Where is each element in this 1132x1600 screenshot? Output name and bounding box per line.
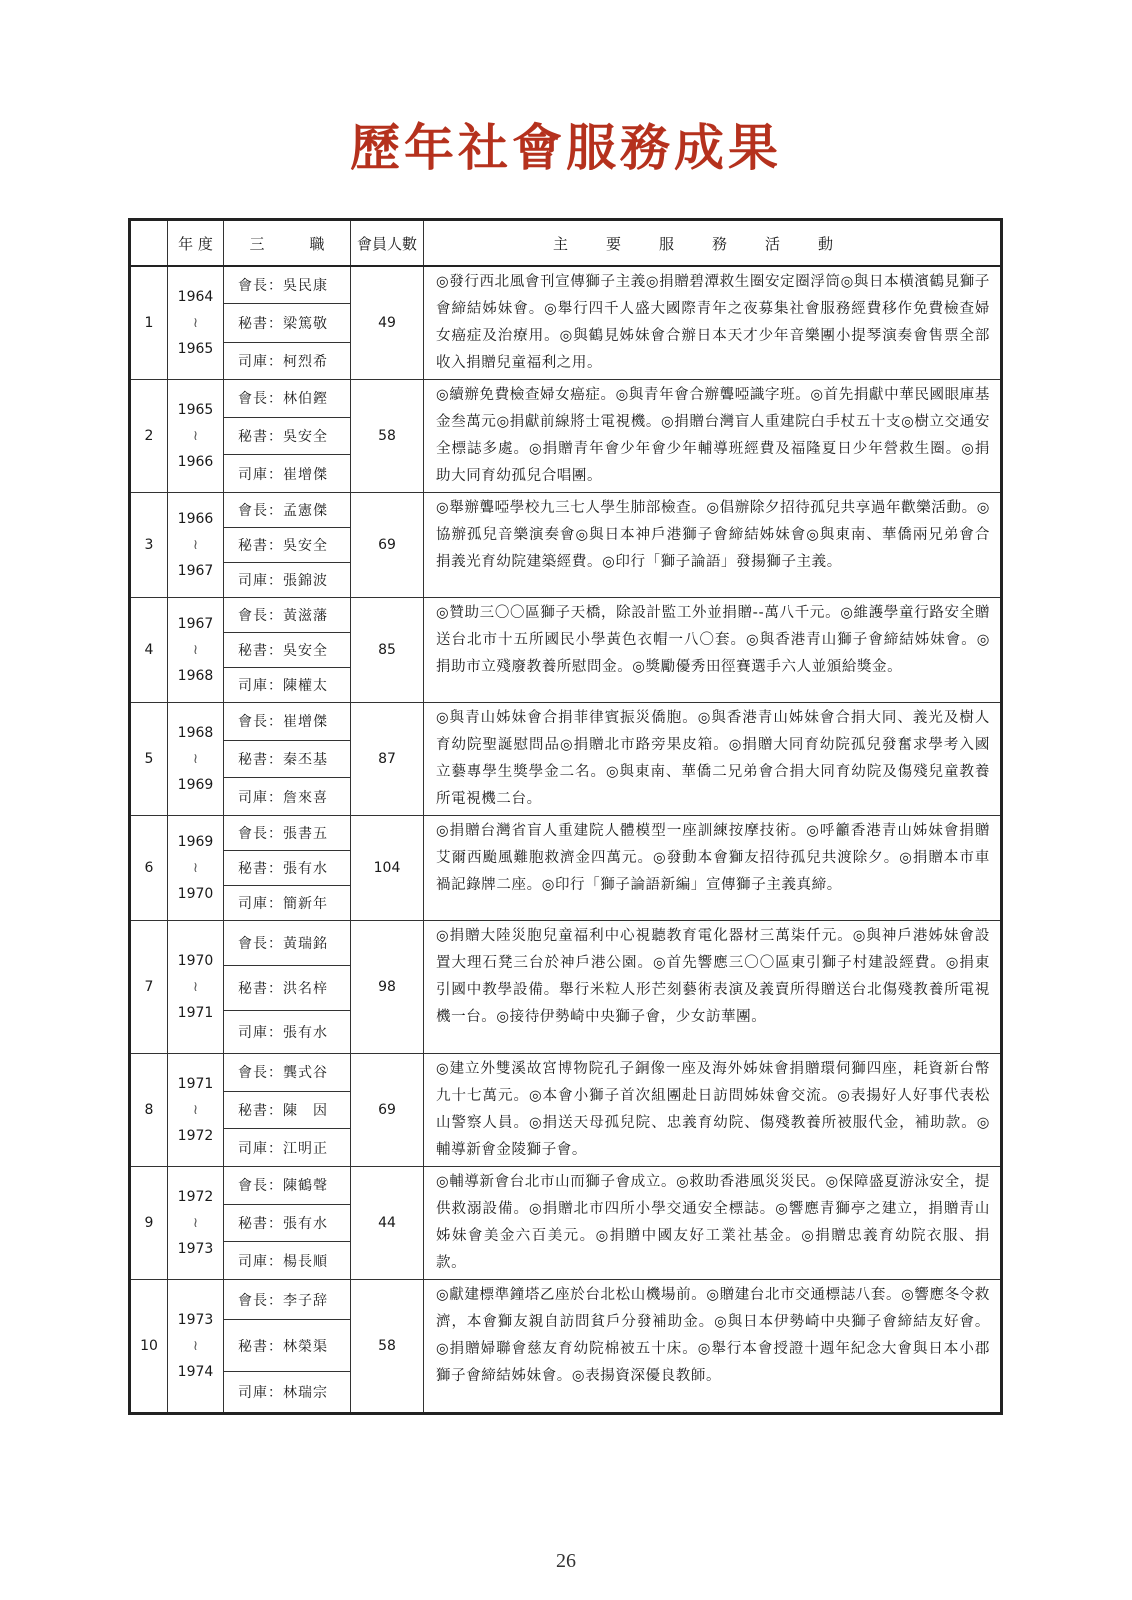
range-tilde: ≀ <box>192 1102 199 1118</box>
year-range <box>168 1280 224 1414</box>
table-row <box>130 921 1002 966</box>
range-tilde: ≀ <box>192 1215 199 1231</box>
treasurer-cell: 司庫：楊長順 <box>224 1242 351 1280</box>
header-officers: 三 職 <box>224 220 351 267</box>
secretary-cell: 秘書：秦丕基 <box>224 740 351 778</box>
year-start: 1964 <box>177 289 214 305</box>
member-count: 44 <box>351 1167 424 1280</box>
year-start: 1968 <box>177 725 214 741</box>
year-range <box>168 493 224 598</box>
president-cell: 會長：黃瑞銘 <box>224 921 351 966</box>
member-count: 69 <box>351 493 424 598</box>
year-end: 1969 <box>177 777 214 793</box>
header-services: 主要服務活動 <box>424 220 1002 267</box>
table-row <box>130 266 1002 303</box>
table-row <box>130 1280 1002 1320</box>
activities-cell: ◎舉辦聾啞學校九三七人學生肺部檢查。◎倡辦除夕招待孤兒共享過年歡樂活動。◎協辦孤兒音樂演奏會◎與日本神戶港獅子會締結姊妹會◎與東南、華僑兩兄弟會合捐義光育幼院建築經費。◎印行「獅子論語」發揚獅子主義。 <box>424 493 1002 598</box>
year-end: 1970 <box>177 886 214 902</box>
year-end: 1972 <box>177 1128 214 1144</box>
service-records-table <box>128 218 1003 1415</box>
table-row <box>130 703 1002 741</box>
president-cell: 會長：李子辞 <box>224 1280 351 1320</box>
year-end: 1974 <box>177 1364 214 1380</box>
member-count: 98 <box>351 921 424 1054</box>
table-row <box>130 1167 1002 1205</box>
range-tilde: ≀ <box>192 642 199 658</box>
secretary-cell: 秘書：林榮渠 <box>224 1320 351 1372</box>
president-cell: 會長：張書五 <box>224 816 351 851</box>
row-number: 4 <box>130 598 168 703</box>
treasurer-cell: 司庫：江明正 <box>224 1129 351 1167</box>
year-start: 1972 <box>177 1189 214 1205</box>
president-cell: 會長：黃滋藩 <box>224 598 351 633</box>
year-range <box>168 266 224 380</box>
row-number: 6 <box>130 816 168 921</box>
table-row <box>130 493 1002 528</box>
table-row <box>130 598 1002 633</box>
treasurer-cell: 司庫：柯烈希 <box>224 342 351 379</box>
president-cell: 會長：林伯鏗 <box>224 380 351 418</box>
year-start: 1970 <box>177 953 214 969</box>
member-count: 58 <box>351 380 424 493</box>
treasurer-cell: 司庫：張有水 <box>224 1011 351 1054</box>
page-number: 26 <box>556 1550 576 1572</box>
activities-cell: ◎建立外雙溪故宮博物院孔子銅像一座及海外姊妹會捐贈環伺獅四座，耗資新台幣九十七萬元。◎本會小獅子首次組團赴日訪問姊妹會交流。◎表揚好人好事代表松山警察人員。◎捐送天母孤兒院、忠義育幼院、傷殘教養所被服代金，補助款。◎輔導新會金陵獅子會。 <box>424 1054 1002 1167</box>
secretary-cell: 秘書：張有水 <box>224 851 351 886</box>
member-count: 69 <box>351 1054 424 1167</box>
activities-cell: ◎贊助三〇〇區獅子天橋，除設計監工外並捐贈--萬八千元。◎維護學童行路安全贈送台北市十五所國民小學黃色衣帽一八〇套。◎與香港青山獅子會締結姊妹會。◎捐助市立殘廢教養所慰問金。◎獎勵優秀田徑賽選手六人並頒給獎金。 <box>424 598 1002 703</box>
table-row <box>130 380 1002 418</box>
activities-cell: ◎與青山姊妹會合捐菲律賓振災僑胞。◎與香港青山姊妹會合捐大同、義光及樹人育幼院聖誕慰問品◎捐贈北市路旁果皮箱。◎捐贈大同育幼院孤兒發奮求學考入國立藝專學生獎學金二名。◎與東南、華僑二兄弟會合捐大同育幼院及傷殘兒童教養所電視機二台。 <box>424 703 1002 816</box>
activities-cell: ◎續辦免費檢查婦女癌症。◎與青年會合辦聾啞識字班。◎首先捐獻中華民國眼庫基金叁萬元◎捐獻前線將士電視機。◎捐贈台灣盲人重建院白手杖五十支◎樹立交通安全標誌多處。◎捐贈青年會少年會少年輔導班經費及福隆夏日少年營救生圈。◎捐助大同育幼孤兒合唱團。 <box>424 380 1002 493</box>
header-year: 年 度 <box>168 220 224 267</box>
activities-cell: ◎捐贈台灣省盲人重建院人體模型一座訓練按摩技術。◎呼籲香港青山姊妹會捐贈艾爾西颱風難胞救濟金四萬元。◎發動本會獅友招待孤兒共渡除夕。◎捐贈本市車禍記錄牌二座。◎印行「獅子論語新編」宣傳獅子主義真締。 <box>424 816 1002 921</box>
secretary-cell: 秘書：吳安全 <box>224 417 351 455</box>
treasurer-cell: 司庫：林瑞宗 <box>224 1372 351 1414</box>
table-row <box>130 816 1002 851</box>
year-start: 1971 <box>177 1076 214 1092</box>
range-tilde: ≀ <box>192 979 199 995</box>
range-tilde: ≀ <box>192 1338 199 1354</box>
range-tilde: ≀ <box>192 315 199 331</box>
year-range <box>168 703 224 816</box>
member-count: 49 <box>351 266 424 380</box>
year-start: 1973 <box>177 1312 214 1328</box>
activities-cell: ◎捐贈大陸災胞兒童福利中心視聽教育電化器材三萬柒仟元。◎與神戶港姊妹會設置大理石凳三台於神戶港公園。◎首先響應三〇〇區東引獅子村建設經費。◎捐東引國中教學設備。舉行米粒人形芒刻藝術表演及義賣所得贈送台北傷殘教養所電視機一台。◎接待伊勢崎中央獅子會，少女訪華團。 <box>424 921 1002 1054</box>
activities-cell: ◎獻建標準鐘塔乙座於台北松山機場前。◎贈建台北市交通標誌八套。◎響應冬令救濟，本會獅友親自訪問貧戶分發補助金。◎與日本伊勢崎中央獅子會締結友好會。◎捐贈婦聯會慈友育幼院棉被五十床。◎舉行本會授證十週年紀念大會與日本小郡獅子會締結姊妹會。◎表揚資深優良教師。 <box>424 1280 1002 1414</box>
year-end: 1971 <box>177 1005 214 1021</box>
row-number: 5 <box>130 703 168 816</box>
page-title: 歷年社會服務成果 <box>350 118 782 177</box>
row-number: 2 <box>130 380 168 493</box>
year-range <box>168 598 224 703</box>
year-range <box>168 1167 224 1280</box>
year-start: 1967 <box>177 616 214 632</box>
secretary-cell: 秘書：梁篤敬 <box>224 303 351 342</box>
secretary-cell: 秘書：吳安全 <box>224 633 351 668</box>
member-count: 104 <box>351 816 424 921</box>
year-end: 1966 <box>177 454 214 470</box>
year-range <box>168 816 224 921</box>
row-number: 8 <box>130 1054 168 1167</box>
treasurer-cell: 司庫：簡新年 <box>224 886 351 921</box>
header-index <box>130 220 168 267</box>
president-cell: 會長：龔式谷 <box>224 1054 351 1092</box>
table-body <box>130 266 1002 1414</box>
range-tilde: ≀ <box>192 860 199 876</box>
year-range <box>168 921 224 1054</box>
year-start: 1969 <box>177 834 214 850</box>
secretary-cell: 秘書：吳安全 <box>224 528 351 563</box>
year-end: 1965 <box>177 341 214 357</box>
year-end: 1967 <box>177 563 214 579</box>
year-range <box>168 1054 224 1167</box>
header-members: 會員人數 <box>351 220 424 267</box>
year-start: 1965 <box>177 402 214 418</box>
table-row <box>130 1054 1002 1092</box>
president-cell: 會長：吳民康 <box>224 266 351 303</box>
secretary-cell: 秘書：陳 因 <box>224 1091 351 1129</box>
president-cell: 會長：陳鶴聲 <box>224 1167 351 1205</box>
activities-cell: ◎發行西北風會刊宣傳獅子主義◎捐贈碧潭救生圈安定圈浮筒◎與日本橫濱鶴見獅子會締結姊妹會。◎舉行四千人盛大國際青年之夜募集社會服務經費移作免費檢查婦女癌症及治療用。◎與鶴見姊妹會合辦日本天才少年音樂團小提琴演奏會售票全部收入捐贈兒童福利之用。 <box>424 266 1002 380</box>
row-number: 10 <box>130 1280 168 1414</box>
row-number: 7 <box>130 921 168 1054</box>
year-end: 1973 <box>177 1241 214 1257</box>
row-number: 1 <box>130 266 168 380</box>
secretary-cell: 秘書：張有水 <box>224 1204 351 1242</box>
year-end: 1968 <box>177 668 214 684</box>
secretary-cell: 秘書：洪名梓 <box>224 966 351 1011</box>
range-tilde: ≀ <box>192 751 199 767</box>
year-start: 1966 <box>177 511 214 527</box>
member-count: 85 <box>351 598 424 703</box>
treasurer-cell: 司庫：張錦波 <box>224 563 351 598</box>
treasurer-cell: 司庫：崔增傑 <box>224 455 351 493</box>
treasurer-cell: 司庫：陳權太 <box>224 668 351 703</box>
president-cell: 會長：崔增傑 <box>224 703 351 741</box>
range-tilde: ≀ <box>192 537 199 553</box>
treasurer-cell: 司庫：詹來喜 <box>224 778 351 816</box>
member-count: 58 <box>351 1280 424 1414</box>
activities-cell: ◎輔導新會台北市山而獅子會成立。◎救助香港風災災民。◎保障盛夏游泳安全，提供救溺設備。◎捐贈北市四所小學交通安全標誌。◎響應青獅亭之建立，捐贈青山姊妹會美金六百美元。◎捐贈中國友好工業社基金。◎捐贈忠義育幼院衣服、捐款。 <box>424 1167 1002 1280</box>
member-count: 87 <box>351 703 424 816</box>
range-tilde: ≀ <box>192 428 199 444</box>
table-header-row <box>130 220 1002 267</box>
row-number: 9 <box>130 1167 168 1280</box>
president-cell: 會長：孟憲傑 <box>224 493 351 528</box>
row-number: 3 <box>130 493 168 598</box>
year-range <box>168 380 224 493</box>
